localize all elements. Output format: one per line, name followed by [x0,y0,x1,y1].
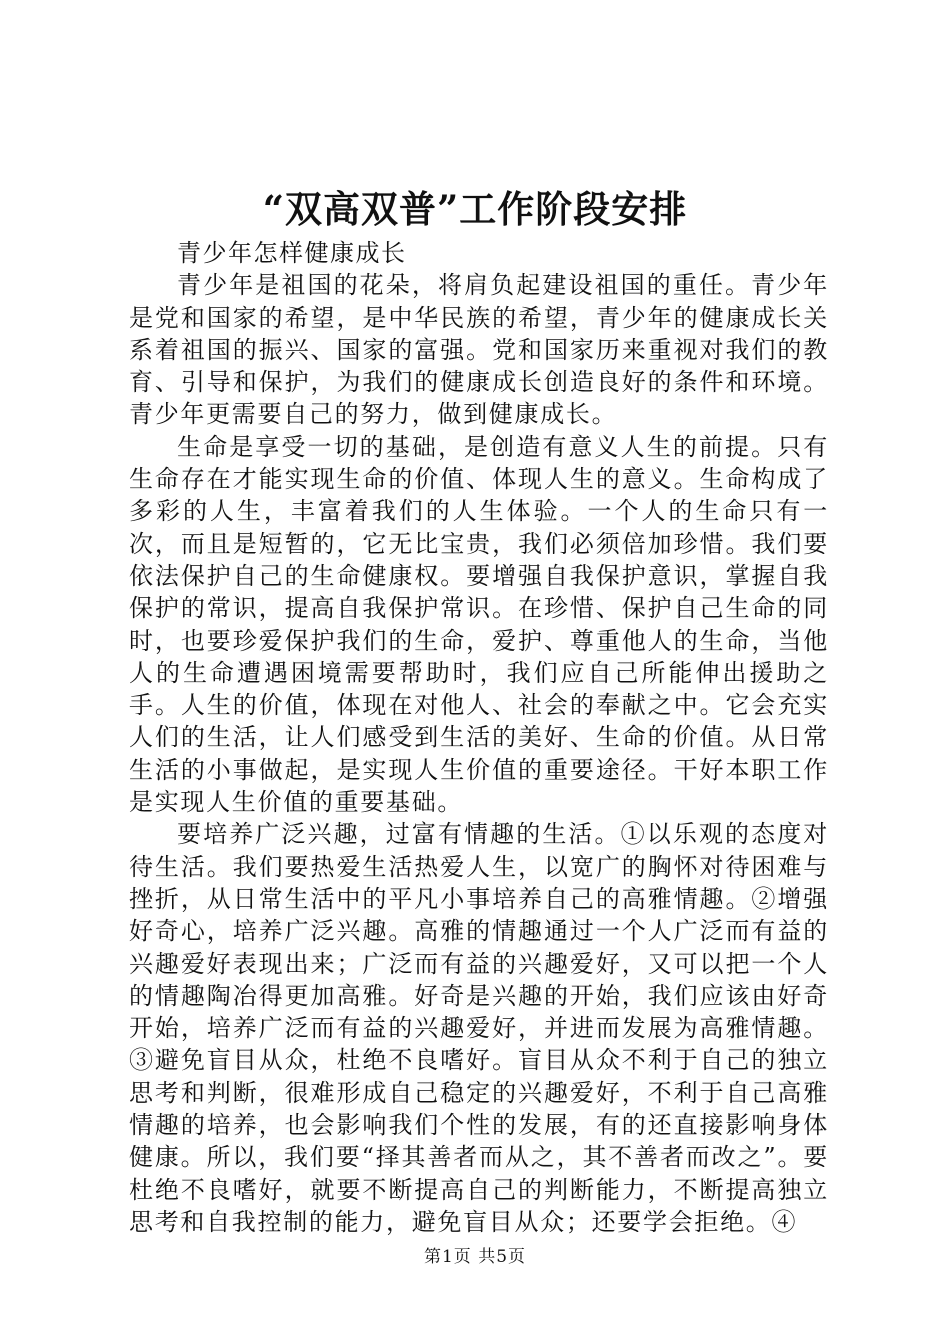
body-paragraph-2: 生命是享受一切的基础，是创造有意义人生的前提。只有生命存在才能实现生命的价值、体现人生的意义。生命构成了多彩的人生，丰富着我们的人生体验。一个人的生命只有一次，而且是短暂的，它无比宝贵，我们必须倍加珍惜。我们要依法保护自己的生命健康权。要增强自我保护意识，掌握自我保护的常识，提高自我保护常识。在珍惜、保护自己生命的同时，也要珍爱保护我们的生命，爱护、尊重他人的生命，当他人的生命遭遇困境需要帮助时，我们应自己所能伸出援助之手。人生的价值，体现在对他人、社会的奉献之中。它会充实人们的生活，让人们感受到生活的美好、生命的价值。从日常生活的小事做起，是实现人生价值的重要途径。干好本职工作是实现人生价值的重要基础。 [129,432,829,817]
document-subtitle: 青少年怎样健康成长 [177,239,407,267]
page-footer: 第1页 共5页 [423,1247,527,1267]
document-body [129,237,829,1238]
document-title: “双高双普”工作阶段安排 [262,187,688,231]
body-paragraph-1: 青少年是祖国的花朵，将肩负起建设祖国的重任。青少年是党和国家的希望，是中华民族的希望，青少年的健康成长关系着祖国的振兴、国家的富强。党和国家历来重视对我们的教育、引导和保护，为我们的健康成长创造良好的条件和环境。青少年更需要自己的努力，做到健康成长。 [129,271,829,429]
body-paragraph-3: 要培养广泛兴趣，过富有情趣的生活。①以乐观的态度对待生活。我们要热爱生活热爱人生，以宽广的胸怀对待困难与挫折，从日常生活中的平凡小事培养自己的高雅情趣。②增强好奇心，培养广泛兴趣。高雅的情趣通过一个人广泛而有益的兴趣爱好表现出来；广泛而有益的兴趣爱好，又可以把一个人的情趣陶冶得更加高雅。好奇是兴趣的开始，我们应该由好奇开始，培养广泛而有益的兴趣爱好，并进而发展为高雅情趣。③避免盲目从众，杜绝不良嗜好。盲目从众不利于自己的独立思考和判断，很难形成自己稳定的兴趣爱好，不利于自己高雅情趣的培养，也会影响我们个性的发展，有的还直接影响身体健康。所以，我们要“择其善者而从之，其不善者而改之”。要杜绝不良嗜好，就要不断提高自己的判断能力，不断提高独立思考和自我控制的能力，避免盲目从众；还要学会拒绝。④ [129,820,829,1236]
